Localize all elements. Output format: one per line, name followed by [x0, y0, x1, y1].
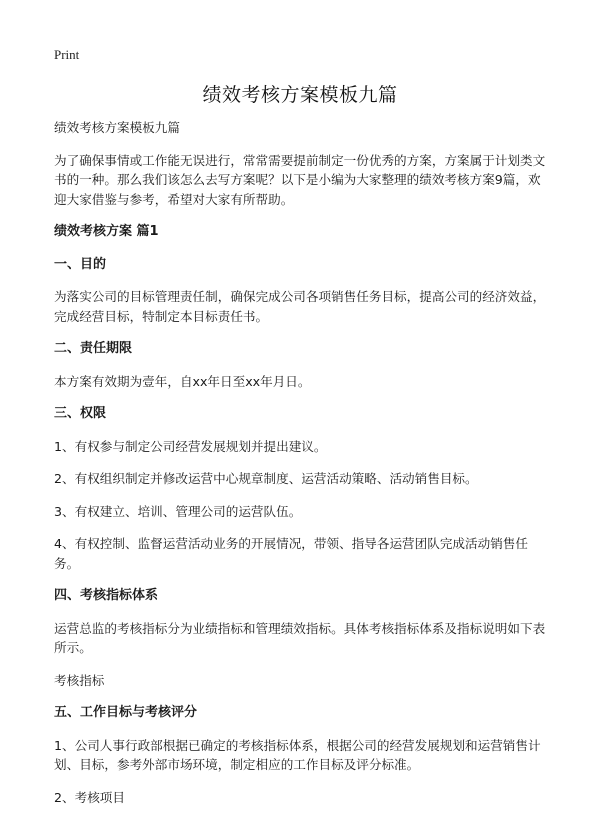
paragraph: 考核指标: [54, 672, 105, 688]
paragraph: 本方案有效期为壹年，自xx年日至xx年月日。: [54, 373, 311, 389]
page-title: 绩效考核方案模板九篇: [202, 84, 398, 106]
list-item: 1、有权参与制定公司经营发展规划并提出建议。: [54, 438, 327, 454]
list-item: 3、有权建立、培训、管理公司的运营队伍。: [54, 503, 302, 519]
paragraph: 运营总监的考核指标分为业绩指标和管理绩效指标。具体考核指标体系及指标说明如下表所示。: [54, 620, 546, 655]
paragraph: 为落实公司的目标管理责任制，确保完成公司各项销售任务目标，提高公司的经济效益，完成经营目标，特制定本目标责任书。: [54, 289, 546, 324]
list-item: 2、考核项目: [54, 789, 125, 805]
document-body: [54, 118, 548, 820]
list-item: 2、有权组织制定并修改运营中心规章制度、运营活动策略、活动销售目标。: [54, 471, 478, 486]
list-item: 4、有权控制、监督运营活动业务的开展情况，带领、指导各运营团队完成活动销售任务。: [54, 536, 528, 571]
intro-paragraph: 为了确保事情或工作能无误进行，常常需要提前制定一份优秀的方案，方案属于计划类文书的一种。那么我们该怎么去写方案呢？以下是小编为大家整理的绩效考核方案9篇，欢迎大家借鉴与参考，希望对大家有所帮助。: [54, 152, 546, 207]
heading-authority: 三、权限: [54, 406, 107, 421]
print-label[interactable]: Print: [54, 47, 80, 62]
heading-term: 二、责任期限: [54, 341, 133, 356]
section-title: 绩效考核方案 篇1: [54, 224, 159, 239]
list-item: 1、公司人事行政部根据已确定的考核指标体系，根据公司的经营发展规划和运营销售计划、目标，参考外部市场环境，制定相应的工作目标及评分标准。: [54, 737, 541, 772]
heading-purpose: 一、目的: [54, 256, 107, 272]
heading-indicator-system: 四、考核指标体系: [54, 588, 159, 603]
heading-goals-scoring: 五、工作目标与考核评分: [54, 705, 198, 720]
document-subtitle: 绩效考核方案模板九篇: [54, 120, 180, 135]
